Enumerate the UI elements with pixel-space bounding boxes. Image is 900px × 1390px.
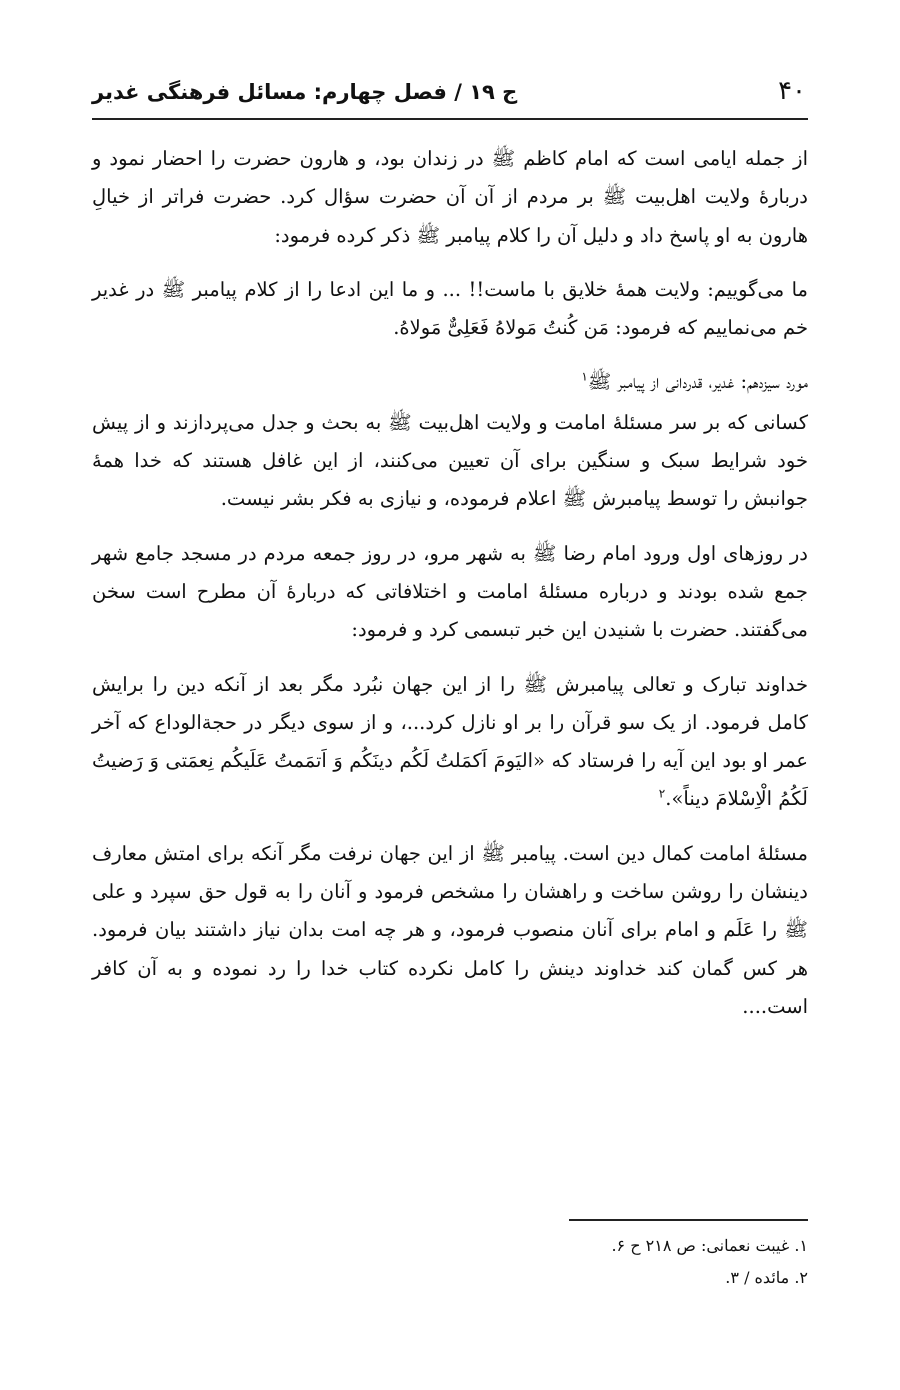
footnote-ref-1[interactable]: ۱ (581, 369, 588, 384)
paragraph-2: ما می‌گوییم: ولایت همهٔ خلایق با ماست!! ... و ما این ادعا را از کلام پیامبر ﷺ در غدیر خم می‌نماییم که فرمود: مَن کُنتُ مَولاهُ فَعَلِیٌّ مَولاهُ. (92, 277, 808, 340)
footnote-1: ۱. غیبت نعمانی: ص ۲۱۸ ح ۶. (611, 1236, 808, 1255)
paragraph-4: در روزهای اول ورود امام رضا ﷺ به شهر مرو، در روز جمعه مردم در مسجد جامع شهر جمع شده بودند و درباره مسئلهٔ امامت و اختلافاتی که دربارهٔ آن مطرح است سخن می‌گفتند. حضرت با شنیدن این خبر تبسمی کرد و فرمود: (92, 541, 808, 642)
header-rule (92, 118, 808, 120)
paragraph-5 (92, 666, 808, 819)
footnote-rule (569, 1219, 808, 1221)
running-title: ج ۱۹ / فصل چهارم: مسائل فرهنگی غدیر (92, 80, 518, 104)
footnote-2: ۲. مائده / ۳. (725, 1268, 808, 1287)
page-number: ۴۰ (778, 76, 806, 106)
footnotes (611, 1232, 808, 1296)
section-heading (92, 363, 808, 401)
footnote-ref-2[interactable]: ۲ (658, 786, 666, 801)
page-header (92, 70, 808, 112)
paragraph-6: مسئلهٔ امامت کمال دین است. پیامبر ﷺ از این جهان نرفت مگر آنکه برای امتش معارف دینشان را روشن ساخت و راهشان را مشخص فرمود و آنان را به قول حق سپرد و علی ﷺ را عَلَم و امام برای آنان منصوب فرمود، و هر چه امت بدان نیاز داشتند بیان فرمود. هر کس گمان کند خداوند دینش را کامل نکرده کتاب خدا را رد نموده و به آن کافر است.... (92, 841, 808, 1018)
paragraph-3: کسانی که بر سر مسئلهٔ امامت و ولایت اهل‌بیت ﷺ به بحث و جدل می‌پردازند و از پیش خود شرایط سبک و سنگین برای آن تعیین می‌کنند، از این غافل هستند که خدا همهٔ جوانبش را توسط پیامبرش ﷺ اعلام فرموده، و نیازی به فکر بشر نیست. (92, 410, 808, 511)
body-text (92, 140, 808, 1042)
paragraph-5-text: خداوند تبارک و تعالی پیامبرش ﷺ را از این جهان نبُرد مگر بعد از آنکه دین را برایش کامل فرمود. از یک سو قرآن را بر او نازل کرد...، و از سوی دیگر در حجة‌الوداع که آخر عمر او بود این آیه را فرستاد که «الیَومَ اَکمَلتُ لَکُم دینَکُم وَ اَتمَمتُ عَلَیکُم نِعمَتی وَ رَضیتُ لَکُمُ الْاِسْلامَ دیناً». (92, 672, 808, 811)
section-heading-text: مورد سیزدهم: غدیر، قدردانی از پیامبر ﷺ (587, 370, 808, 394)
paragraph-1: از جمله ایامی است که امام کاظم ﷺ در زندان بود، و هارون حضرت را احضار نمود و دربارهٔ ولایت اهل‌بیت ﷺ بر مردم از آن آن حضرت سؤال کرد. حضرت فراتر از خیالِ هارون به او پاسخ داد و دلیل آن را کلام پیامبر ﷺ ذکر کرده فرمود: (92, 147, 808, 247)
